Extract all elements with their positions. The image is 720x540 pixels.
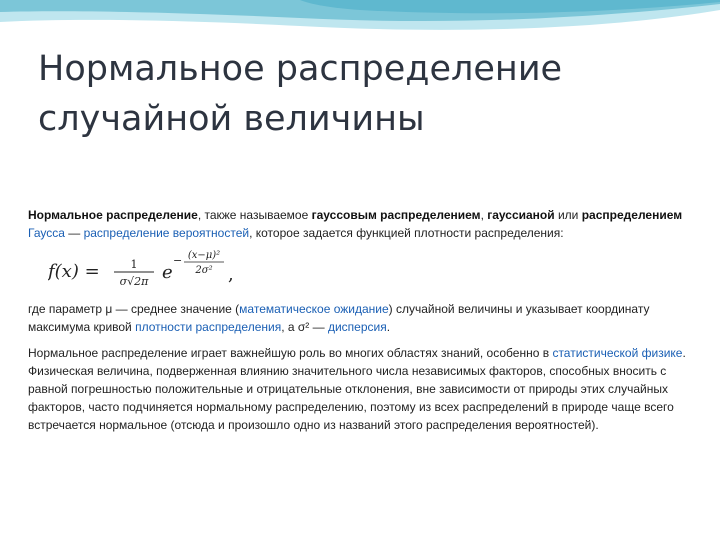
link-probability-distribution[interactable]: распределение вероятностей	[83, 226, 250, 240]
formula-exp-base: e	[162, 262, 173, 283]
bold-term: Нормальное распределение	[28, 208, 198, 222]
text-span: ,	[480, 208, 488, 222]
text-span: Нормальное распределение играет важнейшую роль во многих областях знаний, особенно в	[28, 346, 553, 360]
link-probability-density[interactable]: плотности распределения	[135, 320, 282, 334]
slide-title	[38, 44, 698, 144]
link-variance[interactable]: дисперсия	[327, 320, 387, 334]
formula-exp-denominator: 2σ²	[195, 265, 213, 276]
density-formula	[48, 244, 696, 300]
text-span: , также называемое	[197, 208, 312, 222]
bold-term: гауссианой	[487, 208, 555, 222]
text-span: где параметр μ — среднее значение (	[28, 302, 240, 316]
formula-exp-numerator: (x−μ)²	[187, 250, 221, 261]
bold-term: гауссовым распределением	[311, 208, 481, 222]
link-statistical-physics[interactable]: статистической физике	[552, 346, 683, 360]
text-span: .	[386, 320, 391, 334]
bold-term: распределением	[581, 208, 683, 222]
formula-numerator: 1	[130, 258, 138, 271]
paragraph-significance	[28, 344, 696, 434]
text-span: , а σ² —	[281, 320, 328, 334]
paragraph-parameters	[28, 300, 696, 336]
title-line-1: Нормальное распределение	[38, 49, 563, 89]
link-expected-value[interactable]: математическое ожидание	[239, 302, 389, 316]
paragraph-definition	[28, 206, 696, 242]
title-line-2: случайной величины	[38, 99, 425, 139]
formula-minus: −	[173, 254, 183, 267]
text-span: . Физическая величина, подверженная влиянию значительного числа независимых факторов, способных вносить с равной погрешностью положительные и отрицательные отклонения, вне зависимости от природы этих случайных факторов, часто подчиняется нормальному распределению, поэтому из всех распределений в природе чаще всего встречается нормальное (отсюда и произошло одно из названий этого распределения вероятностей).	[28, 346, 686, 432]
formula-denominator: σ√2π	[119, 275, 149, 288]
text-span: , которое задается функцией плотности распределения:	[249, 226, 564, 240]
text-span: —	[64, 226, 84, 240]
text-span: или	[554, 208, 582, 222]
formula-graphic	[48, 244, 288, 300]
article-excerpt	[28, 206, 696, 434]
text-span: ) случайной величины и указывает координату максимума кривой	[28, 302, 650, 334]
formula-lhs: f(x) =	[48, 261, 100, 282]
formula-comma: ,	[228, 264, 234, 285]
link-gauss[interactable]: Гаусса	[28, 226, 65, 240]
